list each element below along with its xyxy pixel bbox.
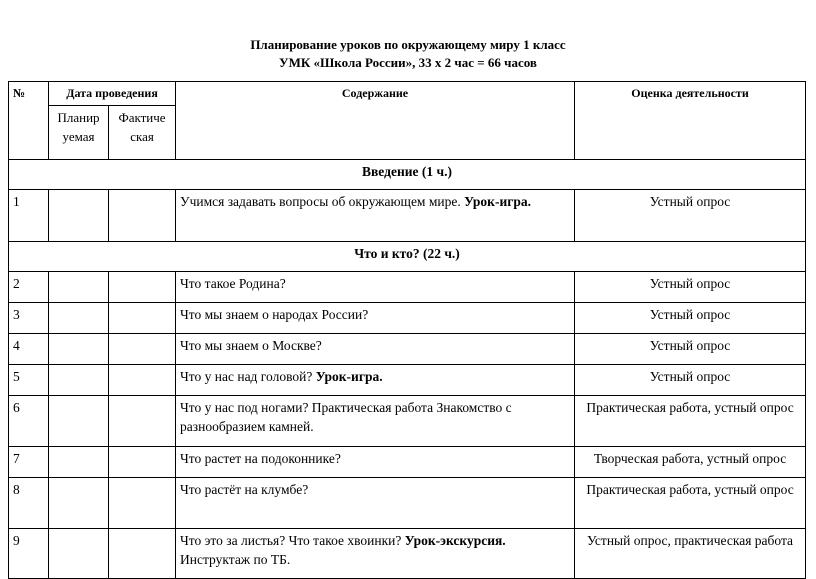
row-content: Что мы знаем о народах России?	[176, 303, 575, 334]
row-number: 6	[9, 396, 49, 447]
row-assessment: Устный опрос, практическая работа	[575, 529, 806, 579]
actual-date-cell	[109, 272, 176, 303]
row-assessment: Творческая работа, устный опрос	[575, 447, 806, 478]
row-assessment: Устный опрос	[575, 365, 806, 396]
actual-date-cell	[109, 334, 176, 365]
row-assessment: Практическая работа, устный опрос	[575, 396, 806, 447]
section-title: Что и кто? (22 ч.)	[9, 242, 806, 272]
actual-date-cell	[109, 365, 176, 396]
table-row	[9, 272, 806, 303]
table-row	[9, 478, 806, 529]
section-row	[9, 160, 806, 190]
section-title: Введение (1 ч.)	[9, 160, 806, 190]
planned-date-cell	[49, 396, 109, 447]
row-content: Что растет на подоконнике?	[176, 447, 575, 478]
actual-date-cell	[109, 447, 176, 478]
table-row	[9, 365, 806, 396]
lesson-type: Урок-игра.	[464, 194, 531, 209]
row-content: Что такое Родина?	[176, 272, 575, 303]
table-header-row	[9, 82, 806, 106]
content-tail: Инструктаж по ТБ.	[180, 552, 291, 567]
planned-date-cell	[49, 334, 109, 365]
row-number: 5	[9, 365, 49, 396]
planned-date-cell	[49, 303, 109, 334]
header-actual: Фактиче ская	[109, 106, 176, 160]
actual-date-cell	[109, 190, 176, 242]
row-content: Что растёт на клумбе?	[176, 478, 575, 529]
row-content	[176, 529, 575, 579]
planned-date-cell	[49, 478, 109, 529]
planned-date-cell	[49, 272, 109, 303]
actual-date-cell	[109, 396, 176, 447]
row-content	[176, 190, 575, 242]
planned-date-cell	[49, 365, 109, 396]
document-title: Планирование уроков по окружающему миру 1 класс	[250, 37, 566, 52]
actual-date-cell	[109, 529, 176, 579]
section-row	[9, 242, 806, 272]
row-content: Что у нас под ногами? Практическая работа Знакомство с разнообразием камней.	[176, 396, 575, 447]
row-number: 4	[9, 334, 49, 365]
row-assessment: Практическая работа, устный опрос	[575, 478, 806, 529]
planned-date-cell	[49, 529, 109, 579]
planned-date-cell	[49, 447, 109, 478]
table-row	[9, 334, 806, 365]
planned-date-cell	[49, 190, 109, 242]
row-number: 2	[9, 272, 49, 303]
row-number: 8	[9, 478, 49, 529]
lesson-type: Урок-экскурсия.	[404, 533, 506, 548]
lesson-plan-table	[8, 81, 806, 579]
header-date: Дата проведения	[49, 82, 176, 106]
actual-date-cell	[109, 303, 176, 334]
header-content: Содержание	[176, 82, 575, 160]
content-text: Учимся задавать вопросы об окружающем мире.	[180, 194, 465, 209]
row-number: 1	[9, 190, 49, 242]
content-text: Что у нас над головой?	[180, 369, 316, 384]
row-number: 3	[9, 303, 49, 334]
header-planned: Планир уемая	[49, 106, 109, 160]
document-subtitle: УМК «Школа России», 33 х 2 час = 66 часов	[279, 55, 537, 70]
header-number: №	[9, 82, 49, 160]
actual-date-cell	[109, 478, 176, 529]
row-assessment: Устный опрос	[575, 334, 806, 365]
header-assessment: Оценка деятельности	[575, 82, 806, 160]
table-row	[9, 447, 806, 478]
content-text: Что это за листья? Что такое хвоинки?	[180, 533, 405, 548]
row-content: Что мы знаем о Москве?	[176, 334, 575, 365]
table-row	[9, 396, 806, 447]
row-assessment: Устный опрос	[575, 272, 806, 303]
table-row	[9, 303, 806, 334]
row-number: 7	[9, 447, 49, 478]
lesson-type: Урок-игра.	[315, 369, 383, 384]
row-content	[176, 365, 575, 396]
row-assessment: Устный опрос	[575, 303, 806, 334]
table-row	[9, 529, 806, 579]
table-row	[9, 190, 806, 242]
row-assessment: Устный опрос	[575, 190, 806, 242]
row-number: 9	[9, 529, 49, 579]
